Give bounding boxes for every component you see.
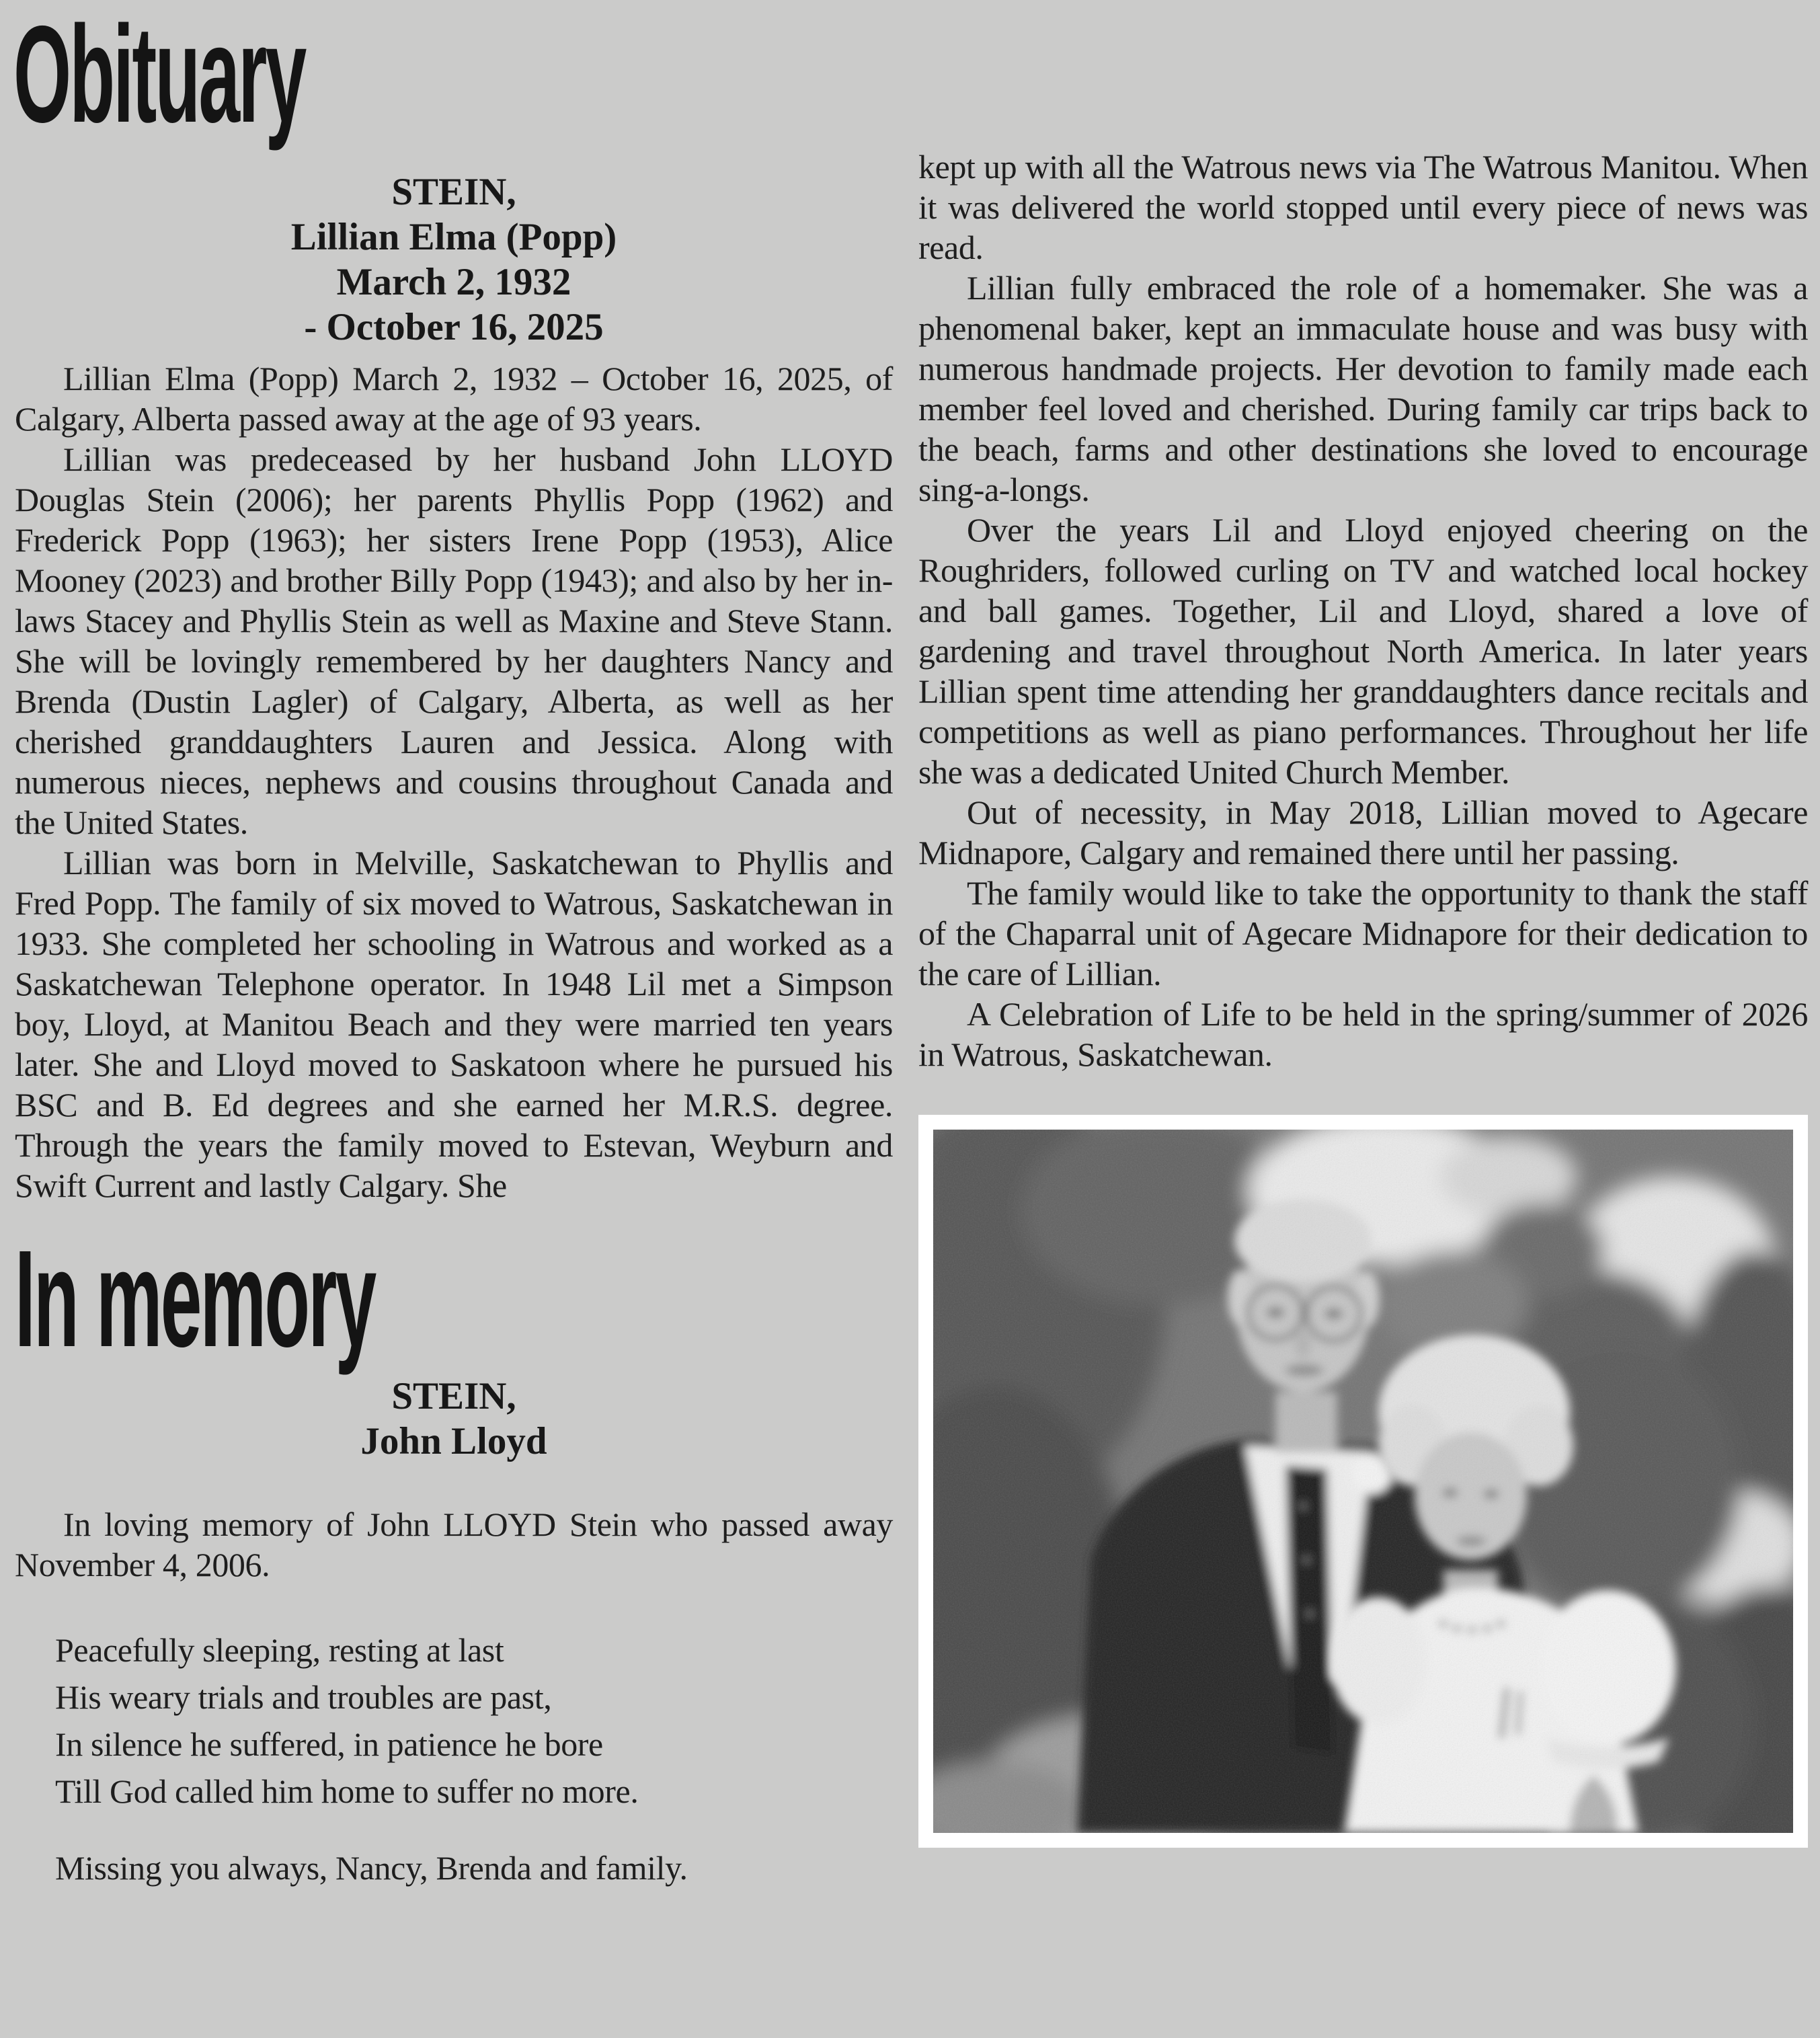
right-column [918, 147, 1808, 1848]
in-memory-section-heading: In memory [15, 1222, 375, 1376]
poem-line: In silence he suffered, in patience he bore [55, 1725, 603, 1763]
poem-line: Peacefully sleeping, resting at last [55, 1631, 504, 1669]
left-column [15, 147, 893, 1889]
obituary-paragraph: Lillian Elma (Popp) March 2, 1932 – October 16, 2025, of Calgary, Alberta passed away at the age of 93 years. [15, 360, 893, 438]
obituary-paragraph: Lillian was predeceased by her husband John LLOYD Douglas Stein (2006); her parents Phyllis Popp (1962) and Frederick Popp (1963); her sisters Irene Popp (1953), Alice Mooney (2023) and brother Billy Popp (1943); and also by her in-laws Stacey and Phyllis Stein as well as Maxine and Steve Stann. She will be lovingly remembered by her daughters Nancy and Brenda (Dustin Lagler) of Calgary, Alberta, as well as her cherished granddaughters Lauren and Jessica. Along with numerous nieces, nephews and cousins throughout Canada and the United States. [15, 440, 893, 841]
obituary-body-right [918, 147, 1808, 1074]
obituary-paragraph: Lillian was born in Melville, Saskatchewan to Phyllis and Fred Popp. The family of six moved to Watrous, Saskatchewan in 1933. She completed her schooling in Watrous and worked as a Saskatchewan Telephone operator. In 1948 Lil met a Simpson boy, Lloyd, at Manitou Beach and they were married ten years later. She and Lloyd moved to Saskatoon where he pursued his BSC and B. Ed degrees and she earned her M.R.S. degree. Through the years the family moved to Estevan, Weyburn and Swift Current and lastly Calgary. She [15, 844, 893, 1204]
memory-surname-line: STEIN, [391, 1375, 516, 1417]
poem-line: Till God called him home to suffer no more. [55, 1772, 639, 1810]
two-column-layout [0, 147, 1820, 1889]
memory-closing-line: Missing you always, Nancy, Brenda and family. [55, 1849, 688, 1887]
obituary-body-left [15, 358, 893, 1206]
memorial-photo [933, 1130, 1793, 1833]
memorial-photo-frame [918, 1115, 1808, 1848]
obituary-paragraph: A Celebration of Life to be held in the spring/summer of 2026 in Watrous, Saskatchewan. [918, 995, 1808, 1073]
memory-name-header [15, 1374, 893, 1464]
obituary-birthdate-line: March 2, 1932 [336, 261, 571, 303]
obituary-name-header [15, 147, 893, 350]
photo-grain-overlay [933, 1130, 1793, 1833]
obituary-paragraph: kept up with all the Watrous news via The Watrous Manitou. When it was delivered the world stopped until every piece of news was read. [918, 148, 1808, 266]
memorial-poem [55, 1627, 893, 1815]
obituary-paragraph: The family would like to take the opportunity to thank the staff of the Chaparral unit of Agecare Midnapore for their dedication to the care of Lillian. [918, 874, 1808, 992]
obituary-deathdate-line: - October 16, 2025 [304, 306, 604, 348]
obituary-paragraph: Over the years Lil and Lloyd enjoyed cheering on the Roughriders, followed curling on TV and watched local hockey and ball games. Together, Lil and Lloyd, shared a love of gardening and travel throughout North America. In later years Lillian spent time attending her granddaughters dance recitals and competitions as well as piano performances. Throughout her life she was a dedicated United Church Member. [918, 511, 1808, 791]
memory-intro-paragraph: In loving memory of John LLOYD Stein who passed away November 4, 2006. [15, 1505, 893, 1583]
poem-line: His weary trials and troubles are past, [55, 1678, 552, 1716]
obituary-surname-line: STEIN, [391, 171, 516, 213]
obituary-paragraph: Out of necessity, in May 2018, Lillian moved to Agecare Midnapore, Calgary and remained there until her passing. [918, 793, 1808, 871]
obituary-section-heading: Obituary [13, 0, 305, 151]
obituary-paragraph: Lillian fully embraced the role of a homemaker. She was a phenomenal baker, kept an immaculate house and was busy with numerous handmade projects. Her devotion to family made each member feel loved and cherished. During family car trips back to the beach, farms and other destinations she loved to encourage sing-a-longs. [918, 269, 1808, 508]
obituary-givenname-line: Lillian Elma (Popp) [290, 216, 617, 258]
memory-givenname-line: John Lloyd [360, 1420, 547, 1462]
